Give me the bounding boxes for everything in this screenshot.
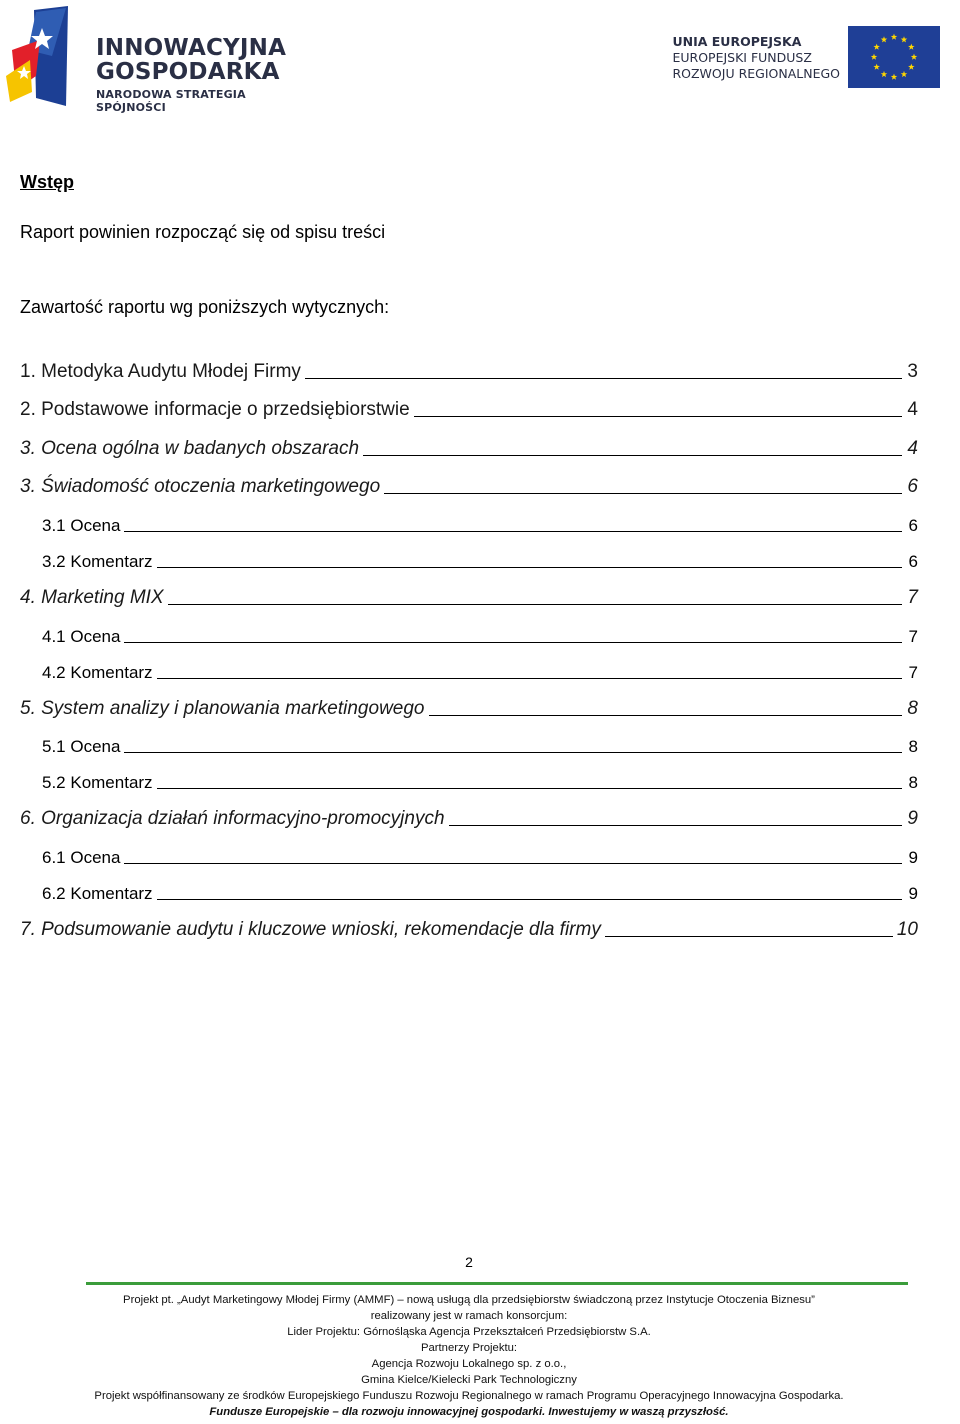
toc-entry-page: 9 [908, 884, 918, 903]
eu-fund-logo [646, 20, 946, 100]
logo-line-1: INNOWACYJNA [96, 35, 287, 61]
toc-entry-title: 4.1 Ocena [42, 627, 121, 646]
toc-entry-page: 4 [907, 399, 918, 420]
toc-entry[interactable] [20, 583, 918, 609]
toc-entry-page: 7 [908, 663, 918, 682]
toc-entry-page: 8 [908, 773, 918, 792]
toc-entry[interactable] [20, 395, 918, 421]
toc-entry-title: 4.2 Komentarz [42, 663, 153, 682]
eu-flag-icon [848, 26, 940, 88]
toc-entry[interactable] [42, 657, 918, 683]
toc-entry-title: 4. Marketing MIX [20, 587, 164, 608]
page-footer [0, 1292, 938, 1420]
footer-divider [86, 1282, 908, 1285]
toc-entry-title: 7. Podsumowanie audytu i kluczowe wnioski, rekomendacje dla firmy [20, 919, 601, 940]
toc-entry-title: 5.2 Komentarz [42, 773, 153, 792]
toc-leader-line [414, 415, 902, 417]
logo-line-3: NARODOWA STRATEGIA SPÓJNOŚCI [96, 88, 246, 114]
eu-logo-line-2: EUROPEJSKI FUNDUSZ [672, 50, 812, 65]
guidelines-paragraph: Zawartość raportu wg poniższych wytycznych: [20, 297, 390, 317]
toc-entry-page: 10 [896, 919, 918, 940]
toc-entry-title: 1. Metodyka Audytu Młodej Firmy [20, 361, 301, 382]
eu-logo-line-1: UNIA EUROPEJSKA [672, 34, 802, 49]
footer-slogan: Fundusze Europejskie – dla rozwoju innowacyjnej gospodarki. Inwestujemy w waszą przyszłość. [209, 1406, 729, 1418]
toc-leader-line [124, 641, 902, 643]
toc-entry-title: 3. Ocena ogólna w badanych obszarach [20, 438, 360, 459]
page-header [0, 0, 960, 120]
toc-entry[interactable] [20, 472, 918, 498]
toc-entry-page: 8 [908, 737, 918, 756]
toc-entry-page: 8 [907, 698, 918, 719]
toc-entry[interactable] [20, 434, 918, 460]
toc-leader-line [363, 454, 902, 456]
footer-cofinancing: Projekt współfinansowany ze środków Europejskiego Funduszu Rozwoju Regionalnego w ramach Programu Operacyjnego Innowacyjna Gospodarka. [94, 1390, 844, 1402]
footer-leader: Lider Projektu: Górnośląska Agencja Przekształceń Przedsiębiorstw S.A. [287, 1326, 651, 1338]
toc-entry-page: 4 [907, 438, 918, 459]
eu-fund-wordmark [672, 34, 840, 82]
toc-entry-title: 3. Świadomość otoczenia marketingowego [20, 476, 381, 497]
toc-entry[interactable] [20, 694, 918, 720]
toc-leader-line [429, 714, 903, 716]
intro-paragraph: Raport powinien rozpocząć się od spisu treści [20, 222, 386, 242]
toc-entry-title: 6.2 Komentarz [42, 884, 153, 903]
toc-entry[interactable] [42, 842, 918, 868]
toc-entry-title: 6.1 Ocena [42, 848, 121, 867]
toc-entry-page: 7 [908, 627, 918, 646]
toc-entry-page: 9 [907, 808, 918, 829]
toc-entry[interactable] [42, 731, 918, 757]
toc-entry[interactable] [42, 546, 918, 572]
innowacyjna-gospodarka-emblem [6, 6, 80, 106]
footer-consortium: realizowany jest w ramach konsorcjum: [370, 1310, 568, 1322]
toc-entry-title: 3.2 Komentarz [42, 552, 153, 571]
toc-entry-title: 6. Organizacja działań informacyjno-promocyjnych [20, 808, 445, 829]
toc-leader-line [124, 862, 902, 864]
innowacyjna-gospodarka-logo [6, 6, 316, 114]
footer-partner-1: Agencja Rozwoju Lokalnego sp. z o.o., [371, 1358, 567, 1370]
footer-project-title: Projekt pt. „Audyt Marketingowy Młodej Firmy (AMMF) – nową usługą dla przedsiębiorstw świadczoną przez Instytucje Otoczenia Biznesu” [123, 1294, 815, 1306]
toc-entry[interactable] [20, 915, 918, 941]
footer-partner-2: Gmina Kielce/Kielecki Park Technologiczny [361, 1374, 577, 1386]
toc-entry-title: 3.1 Ocena [42, 516, 121, 535]
toc-entry-page: 6 [908, 516, 918, 535]
toc-entry[interactable] [20, 804, 918, 830]
toc-leader-line [605, 935, 893, 937]
toc-entry-title: 5.1 Ocena [42, 737, 121, 756]
toc-leader-line [157, 677, 902, 679]
toc-entry-page: 6 [907, 476, 918, 497]
section-heading: Wstęp [20, 172, 74, 192]
toc-entry-page: 9 [908, 848, 918, 867]
eu-logo-line-3: ROZWOJU REGIONALNEGO [672, 66, 840, 81]
toc-leader-line [124, 751, 902, 753]
toc-entry[interactable] [42, 878, 918, 904]
toc-leader-line [157, 787, 902, 789]
toc-leader-line [449, 824, 902, 826]
toc-entry-title: 5. System analizy i planowania marketingowego [20, 698, 425, 719]
toc-leader-line [168, 603, 902, 605]
toc-entry[interactable] [42, 510, 918, 536]
toc-leader-line [157, 566, 902, 568]
toc-entry[interactable] [20, 357, 918, 383]
toc-leader-line [157, 898, 902, 900]
logo-line-2: GOSPODARKA [96, 59, 280, 85]
toc-entry-title: 2. Podstawowe informacje o przedsiębiorstwie [20, 399, 410, 420]
toc-entry-page: 6 [908, 552, 918, 571]
toc-entry-page: 7 [907, 587, 918, 608]
toc-entry[interactable] [42, 767, 918, 793]
toc-entry-page: 3 [907, 361, 918, 382]
innowacyjna-gospodarka-wordmark [96, 36, 316, 114]
toc-leader-line [124, 530, 902, 532]
page-number: 2 [465, 1254, 473, 1270]
toc-entry[interactable] [42, 621, 918, 647]
toc-leader-line [384, 492, 902, 494]
toc-leader-line [305, 377, 902, 379]
footer-partners-label: Partnerzy Projektu: [420, 1342, 518, 1354]
